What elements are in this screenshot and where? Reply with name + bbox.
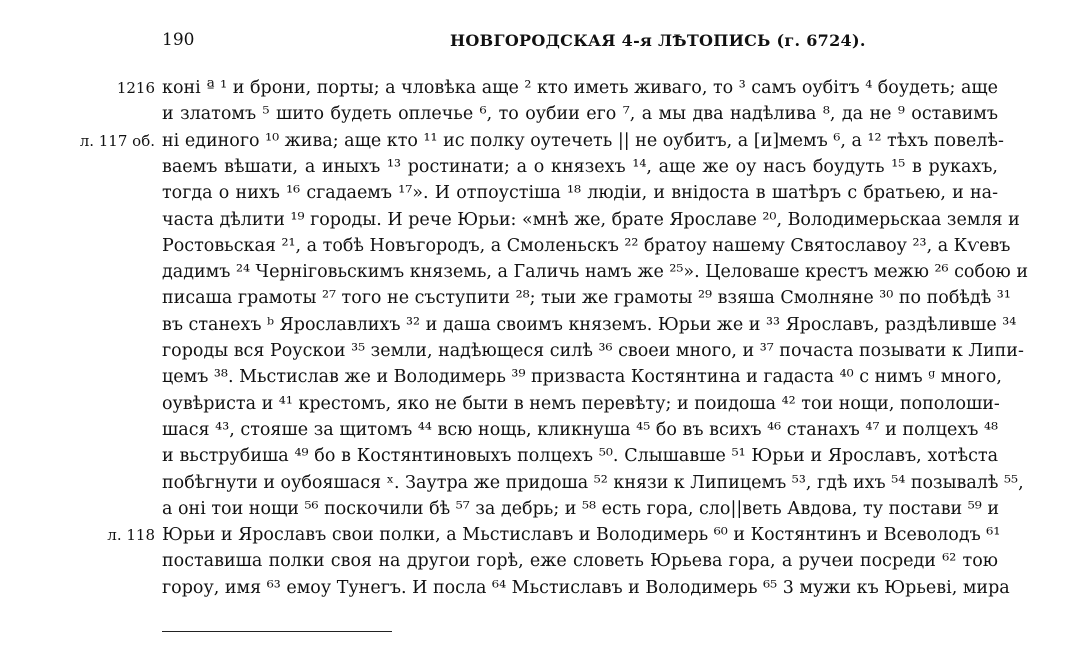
text-line: шася ⁴³, стояше за щитомъ ⁴⁴ всю нощь, кликнуша ⁴⁵ бо въ всихъ ⁴⁶ станахъ ⁴⁷ и полцехъ ⁴⁸ bbox=[162, 419, 998, 440]
footnote-rule bbox=[162, 631, 392, 632]
text-line: тогда о нихъ ¹⁶ сгадаемъ ¹⁷». И отпоустіша ¹⁸ людіи, и внідоста в шатѣръ с братьею, и на- bbox=[162, 183, 998, 204]
text-line: побѣгнути и оубояшася ˣ. Заутра же придоша ⁵² князи к Липицемъ ⁵³, гдѣ ихъ ⁵⁴ позывалѣ ⁵⁵, bbox=[162, 472, 1024, 493]
text-line: Ростовьская ²¹, а тобѣ Новъгородъ, а Смоленьскъ ²² братоу нашему Святославоу ²³, а Кѵевъ bbox=[162, 235, 1011, 256]
text-line: дадимъ ²⁴ Черніговьскимъ княземь, а Галичь намъ же ²⁵». Целоваше крестъ межю ²⁶ собою и bbox=[162, 262, 1028, 283]
margin-note: л. 117 об. bbox=[79, 131, 155, 150]
page-header bbox=[0, 30, 1080, 60]
text-line: городы вся Роускои ³⁵ земли, надѣющеся силѣ ³⁶ своеи много, и ³⁷ почаста позывати к Липи- bbox=[162, 341, 1024, 361]
text-line: ваемъ вѣшати, а иныхъ ¹³ ростинати; а о князехъ ¹⁴, аще же оу насъ боудуть ¹⁵ в рукахъ, bbox=[162, 156, 998, 177]
text-line: поставиша полки своя на другои горѣ, еже словеть Юрьева гора, а ручеи посреди ⁶² тою bbox=[162, 551, 998, 572]
text-line: и вьструбиша ⁴⁹ бо в Костянтиновыхъ полцехъ ⁵⁰. Слышавше ⁵¹ Юрьи и Ярославъ, хотѣста bbox=[162, 446, 998, 467]
text-line: оувѣриста и ⁴¹ крестомъ, яко не быти в немъ перевѣту; и поидоша ⁴² тои нощи, пополоши- bbox=[162, 393, 1000, 414]
page-number: 190 bbox=[162, 30, 195, 50]
text-line: часта дѣлити ¹⁹ городы. И рече Юрьи: «мнѣ же, брате Ярославе ²⁰, Володимерьскаа земля и bbox=[162, 209, 1020, 230]
margin-note: 1216 bbox=[116, 79, 155, 97]
text-line: Юрьи и Ярославъ свои полки, а Мьстиславъ и Володимерь ⁶⁰ и Костянтинъ и Всеволодъ ⁶¹ bbox=[162, 525, 1001, 546]
text-line: гороу, имя ⁶³ емоу Тунегъ. И посла ⁶⁴ Мьстиславъ и Володимерь ⁶⁵ 3 мужи къ Юрьеві, мира bbox=[162, 577, 1010, 598]
text-line: въ станехъ ᵇ Ярославлихъ ³² и даша своимъ княземъ. Юрьи же и ³³ Ярославъ, раздѣливше ³⁴ bbox=[162, 314, 1017, 335]
running-head: НОВГОРОДСКАЯ 4-я ЛѢТОПИСЬ (г. 6724). bbox=[450, 31, 866, 50]
text-line: ні единого ¹⁰ жива; аще кто ¹¹ ис полку оутечеть || не оубитъ, а [и]мемъ ⁶, а ¹² тѣхъ повелѣ- bbox=[162, 130, 1004, 151]
margin-note: л. 118 bbox=[107, 526, 155, 545]
text-line: и златомъ ⁵ шито будеть оплечье ⁶, то оубии его ⁷, а мы два надѣлива ⁸, да не ⁹ оставимъ bbox=[162, 104, 998, 125]
text-line: писаша грамоты ²⁷ того не съступити ²⁸; тыи же грамоты ²⁹ взяша Смолняне ³⁰ по побѣдѣ ³¹ bbox=[162, 288, 1011, 309]
text-line: цемъ ³⁸. Мьстислав же и Володимерь ³⁹ призваста Костянтина и гадаста ⁴⁰ с нимъ ᵍ много, bbox=[162, 367, 1002, 388]
text-line: а оні тои нощи ⁵⁶ поскочили бѣ ⁵⁷ за дебрь; и ⁵⁸ есть гора, сло||веть Авдова, ту постави ⁵⁹ и bbox=[162, 498, 1000, 519]
text-line: коні ª ¹ и брони, порты; а чловѣка аще ² кто иметь живаго, то ³ самъ оубітъ ⁴ боудеть; аще bbox=[162, 78, 998, 98]
